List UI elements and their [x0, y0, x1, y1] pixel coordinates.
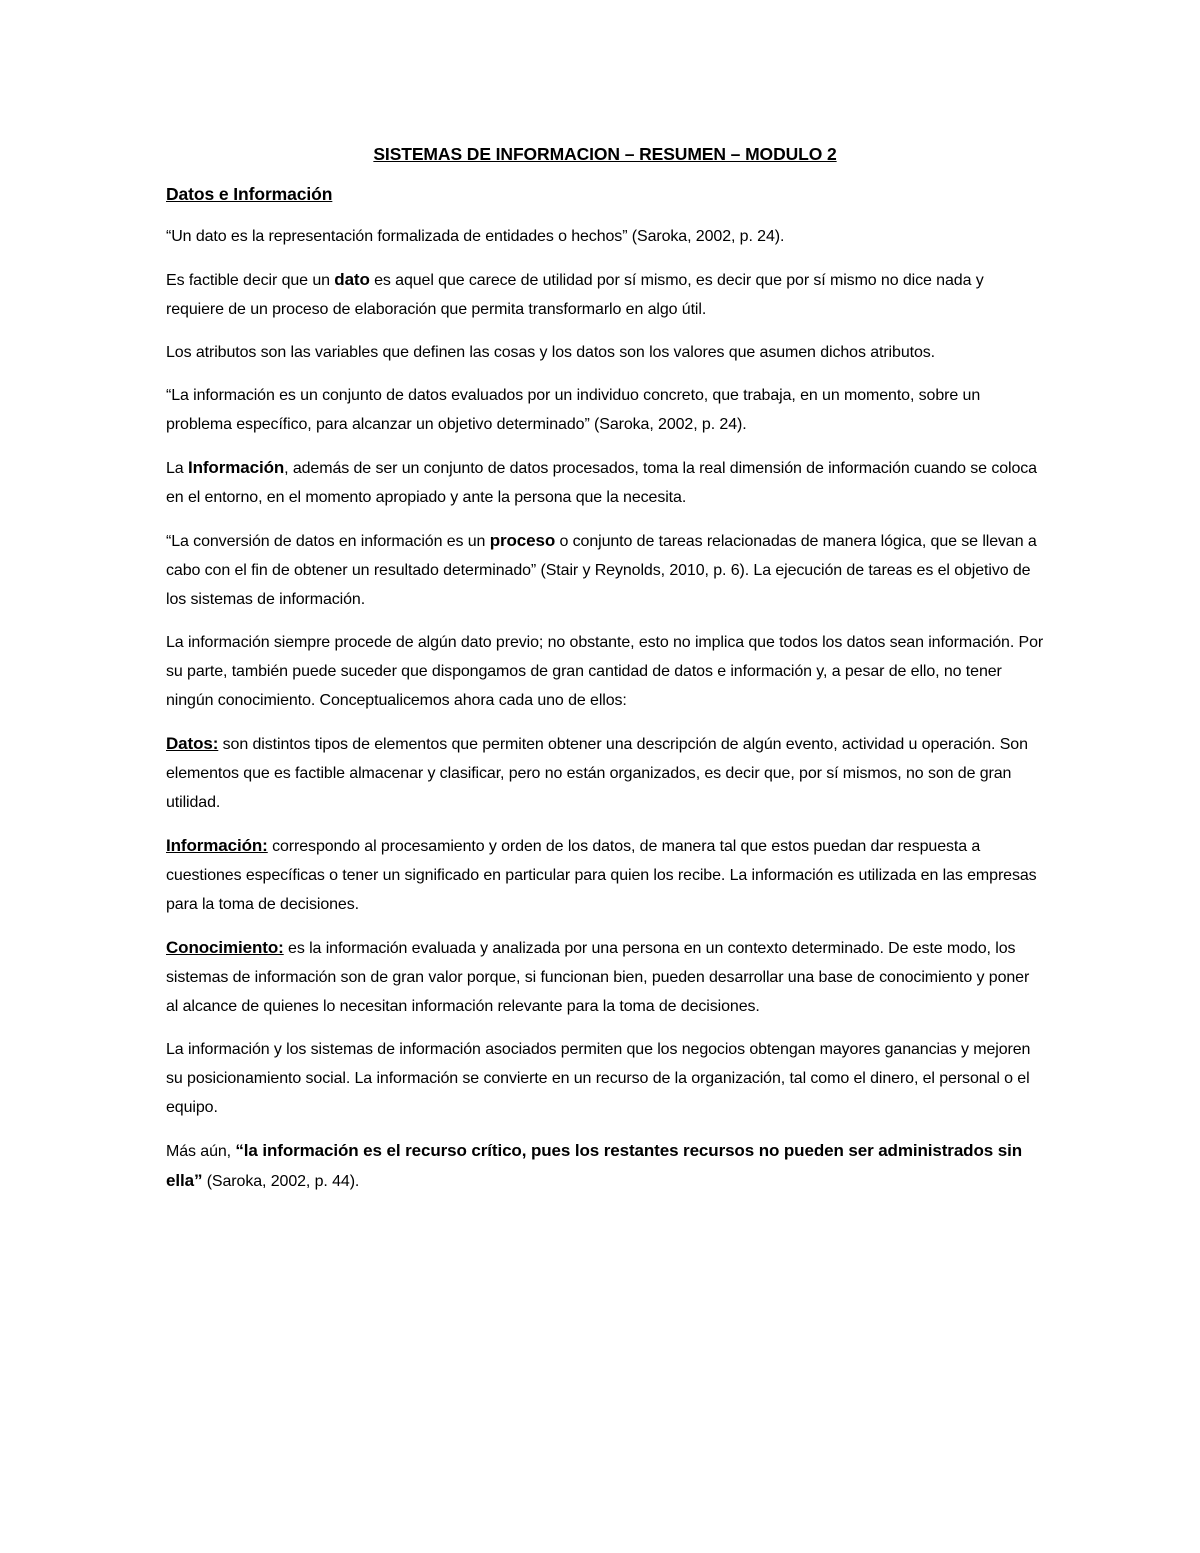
- bold-term-dato: dato: [334, 270, 370, 289]
- bold-term-proceso: proceso: [489, 531, 556, 550]
- document-body: [166, 140, 1044, 1210]
- text-run: Más aún,: [166, 1143, 236, 1160]
- section-heading: Datos e Información: [166, 184, 333, 204]
- paragraph-negocios: La información y los sistemas de información asociados permiten que los negocios obtengan mayores ganancias y mejoren su posicionamiento social. La información se convierte en un recurso de la organización, tal como el dinero, el personal o el equipo.: [166, 1041, 1031, 1116]
- text-run: “La conversión de datos en información es un: [166, 533, 490, 550]
- paragraph-dato-explanation: [166, 265, 1044, 324]
- paragraph-conocimiento-term: [166, 933, 1044, 1021]
- paragraph-informacion-explanation: [166, 453, 1044, 512]
- text-run: es la información evaluada y analizada por una persona en un contexto determinado. De este modo, los sistemas de información son de gran valor porque, si funcionan bien, pueden desarrollar una base de conocimiento y poner al alcance de quienes lo necesitan información relevante para la toma de decisiones.: [166, 940, 1030, 1015]
- paragraph-informacion-definition: “La información es un conjunto de datos evaluados por un individuo concreto, que trabaja, en un momento, sobre un problema específico, para alcanzar un objetivo determinado” (Saroka, 2002, p. 24).: [166, 387, 981, 433]
- paragraph-informacion-term: [166, 831, 1044, 919]
- paragraph-atributos: Los atributos son las variables que definen las cosas y los datos son los valores que asumen dichos atributos.: [166, 344, 936, 361]
- bold-term-informacion: Información: [187, 458, 285, 477]
- term-informacion: Información:: [166, 836, 268, 855]
- term-datos: Datos:: [166, 734, 219, 753]
- term-conocimiento: Conocimiento:: [166, 938, 284, 957]
- text-run: correspondo al procesamiento y orden de los datos, de manera tal que estos puedan dar respuesta a cuestiones específicas o tener un significado en particular para quien los recibe. La información es utilizada en las empresas para la toma de decisiones.: [166, 838, 1037, 913]
- paragraph-recurso-critico: [166, 1136, 1044, 1196]
- bold-quote: “la información es el recurso crítico, pues los restantes recursos no pueden ser administrados sin ella”: [166, 1141, 1022, 1190]
- text-run: es aquel que carece de utilidad por sí mismo, es decir que por sí mismo no dice nada y requiere de un proceso de elaboración que permita transformarlo en algo útil.: [166, 272, 984, 318]
- paragraph-conversion: [166, 526, 1044, 614]
- paragraph-procedencia: La información siempre procede de algún dato previo; no obstante, esto no implica que todos los datos sean información. Por su parte, también puede suceder que dispongamos de gran cantidad de datos e información y, a pesar de ello, no tener ningún conocimiento. Conceptualicemos ahora cada uno de ellos:: [166, 634, 1044, 709]
- paragraph-dato-definition: “Un dato es la representación formalizada de entidades o hechos” (Saroka, 2002, p. 24).: [166, 228, 785, 245]
- text-run: , además de ser un conjunto de datos procesados, toma la real dimensión de información cuando se coloca en el entorno, en el momento apropiado y ante la persona que la necesita.: [166, 460, 1037, 506]
- text-run: La: [166, 460, 188, 477]
- text-run: Es factible decir que un: [166, 272, 335, 289]
- paragraph-datos-term: [166, 729, 1044, 817]
- text-run: (Saroka, 2002, p. 44).: [202, 1173, 360, 1190]
- text-run: son distintos tipos de elementos que permiten obtener una descripción de algún evento, actividad u operación. Son elementos que es factible almacenar y clasificar, pero no están organizados, es decir que, por sí mismos, no son de gran utilidad.: [166, 736, 1028, 811]
- text-run: o conjunto de tareas relacionadas de manera lógica, que se llevan a cabo con el fin de obtener un resultado determinado” (Stair y Reynolds, 2010, p. 6). La ejecución de tareas es el objetivo de los sistemas de información.: [166, 533, 1037, 608]
- document-title: SISTEMAS DE INFORMACION – RESUMEN – MODULO 2: [373, 144, 837, 164]
